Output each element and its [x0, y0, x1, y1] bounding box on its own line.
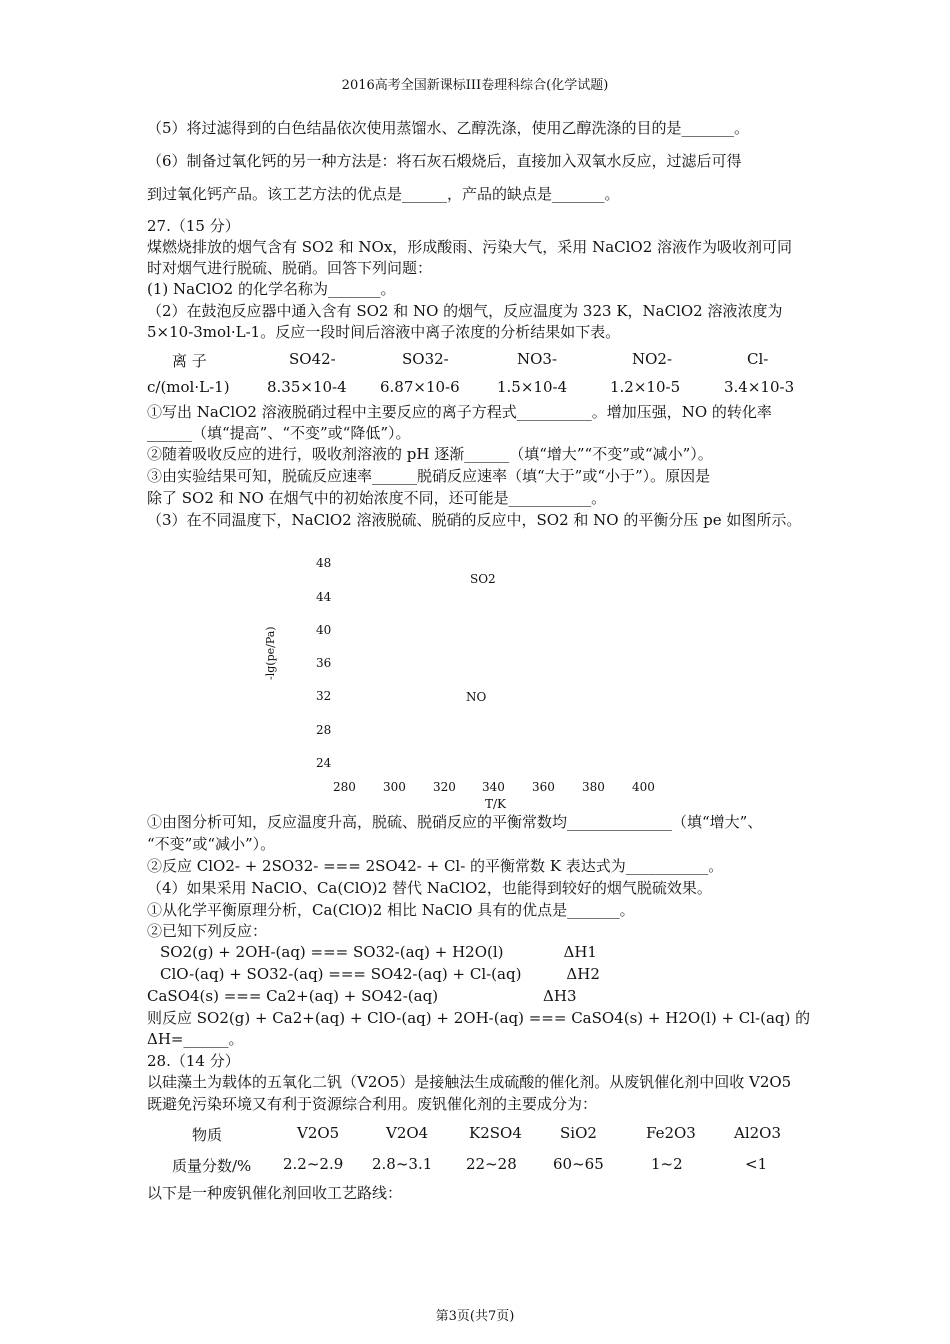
ion-table-value: 3.4×10-3	[724, 378, 795, 396]
ion-table-header: Cl-	[747, 350, 769, 368]
y-tick-label: 28	[316, 723, 332, 737]
ion-table-header: NO3-	[517, 350, 558, 368]
q27-sub1-line1: ①写出 NaClO2 溶液脱硝过程中主要反应的离子方程式__________。增加压强，NO 的转化率	[147, 403, 772, 421]
comp-table-row-label: 质量分数/%	[172, 1157, 252, 1175]
comp-table-substance: SiO2	[560, 1124, 597, 1142]
ion-table-header: NO2-	[632, 350, 673, 368]
q27-4-sub2: ②已知下列反应：	[147, 922, 268, 940]
comp-table-substance: Al2O3	[734, 1124, 782, 1142]
comp-table-value: 2.8~3.1	[372, 1155, 433, 1173]
series-label-so2: SO2	[470, 572, 496, 586]
q26-part5: （5）将过滤得到的白色结晶依次使用蒸馏水、乙醇洗涤，使用乙醇洗涤的目的是_______。	[147, 119, 750, 137]
y-tick-label: 44	[316, 590, 332, 604]
ion-table-header: SO42-	[289, 350, 336, 368]
x-tick-label: 280	[333, 780, 356, 794]
y-tick-label: 24	[316, 756, 332, 770]
y-axis-label: -lg(pe/Pa)	[264, 626, 277, 680]
q27-intro-line1: 煤燃烧排放的烟气含有 SO2 和 NOx，形成酸雨、污染大气，采用 NaClO2 溶液作为吸收剂可同	[147, 238, 793, 256]
q27-sub3-line1: ③由实验结果可知，脱硫反应速率______脱硝反应速率（填“大于”或“小于”）。原因是	[147, 467, 711, 485]
x-tick-label: 340	[482, 780, 505, 794]
ion-table-header: SO32-	[402, 350, 449, 368]
q27-intro-line2: 时对烟气进行脱硫、脱硝。回答下列问题：	[147, 259, 433, 277]
ion-table-value: 1.5×10-4	[497, 378, 568, 396]
reaction-1: SO2(g) + 2OH-(aq) === SO32-(aq) + H2O(l) ΔH1	[160, 943, 597, 961]
q28-heading: 28.（14 分）	[147, 1052, 240, 1070]
x-tick-label: 400	[632, 780, 655, 794]
q27-part2-line1: （2）在鼓泡反应器中通入含有 SO2 和 NO 的烟气，反应温度为 323 K，NaClO2 溶液浓度为	[147, 302, 783, 320]
comp-table-substance: K2SO4	[469, 1124, 522, 1142]
delta-h-blank: ΔH=______。	[147, 1030, 244, 1048]
reaction-3: CaSO4(s) === Ca2+(aq) + SO42-(aq) ΔH3	[147, 987, 577, 1005]
q28-intro-line2: 既避免污染环境又有利于资源综合利用。废钒催化剂的主要成分为：	[147, 1095, 598, 1113]
x-tick-label: 300	[383, 780, 406, 794]
x-axis-label: T/K	[485, 797, 507, 811]
q27-3-sub2: ②反应 ClO2- + 2SO32- === 2SO42- + Cl- 的平衡常数 K 表达式为___________。	[147, 857, 724, 875]
comp-table-header-label: 物质	[192, 1126, 223, 1144]
y-tick-label: 32	[316, 689, 332, 703]
ion-table-value: 8.35×10-4	[267, 378, 347, 396]
page-footer: 第3页(共7页)	[435, 1309, 515, 1324]
comp-table-value: 2.2~2.9	[283, 1155, 344, 1173]
ion-table-row-label: 离 子	[172, 352, 207, 370]
comp-table-value: 22~28	[466, 1155, 517, 1173]
y-tick-label: 40	[316, 623, 332, 637]
page-header: 2016高考全国新课标III卷理科综合(化学试题)	[341, 78, 609, 93]
comp-table-value: 60~65	[553, 1155, 604, 1173]
q27-part2-line2: 5×10-3mol·L-1。反应一段时间后溶液中离子浓度的分析结果如下表。	[147, 323, 621, 341]
y-tick-label: 36	[316, 656, 332, 670]
q27-sub3-line2: 除了 SO2 和 NO 在烟气中的初始浓度不同，还可能是___________。	[147, 489, 607, 507]
reaction-2: ClO-(aq) + SO32-(aq) === SO42-(aq) + Cl-(aq) ΔH2	[160, 965, 600, 983]
q28-intro-line1: 以硅藻土为载体的五氧化二钒（V2O5）是接触法生成硫酸的催化剂。从废钒催化剂中回收 V2O5	[147, 1073, 792, 1091]
ion-table-value: 1.2×10-5	[610, 378, 681, 396]
q27-part4: （4）如果采用 NaClO、Ca(ClO)2 替代 NaClO2，也能得到较好的烟气脱硫效果。	[147, 879, 712, 897]
q27-3-sub1-line1: ①由图分析可知，反应温度升高，脱硫、脱硝反应的平衡常数均______________（填“增大”、	[147, 813, 763, 831]
x-tick-label: 380	[582, 780, 605, 794]
comp-table-value: <1	[745, 1155, 768, 1173]
q27-part1: (1) NaClO2 的化学名称为_______。	[147, 280, 396, 298]
q27-3-sub1-line2: “不变”或“减小”）。	[147, 835, 276, 853]
q26-part6-line1: （6）制备过氧化钙的另一种方法是：将石灰石煅烧后，直接加入双氧水反应，过滤后可得	[147, 152, 742, 170]
q27-part3: （3）在不同温度下，NaClO2 溶液脱硫、脱硝的反应中，SO2 和 NO 的平衡分压 pe 如图所示。	[147, 511, 802, 529]
q27-sub2: ②随着吸收反应的进行，吸收剂溶液的 pH 逐渐______（填“增大”“不变”或“减小”）。	[147, 445, 713, 463]
target-reaction: 则反应 SO2(g) + Ca2+(aq) + ClO-(aq) + 2OH-(aq) === CaSO4(s) + H2O(l) + Cl-(aq) 的	[147, 1009, 811, 1027]
comp-table-value: 1~2	[651, 1155, 683, 1173]
comp-table-substance: Fe2O3	[646, 1124, 696, 1142]
x-tick-label: 360	[532, 780, 555, 794]
comp-table-substance: V2O5	[297, 1124, 340, 1142]
q26-part6-line2: 到过氧化钙产品。该工艺方法的优点是______，产品的缺点是_______。	[147, 185, 620, 203]
ion-table-value-label: c/(mol·L-1)	[147, 378, 230, 396]
q27-sub1-line2: ______（填“提高”、“不变”或“降低”）。	[147, 424, 411, 442]
comp-table-substance: V2O4	[386, 1124, 429, 1142]
x-tick-label: 320	[433, 780, 456, 794]
q28-process-intro: 以下是一种废钒催化剂回收工艺路线：	[147, 1184, 403, 1202]
q27-4-sub1: ①从化学平衡原理分析，Ca(ClO)2 相比 NaClO 具有的优点是_______。	[147, 901, 635, 919]
q27-heading: 27.（15 分）	[147, 217, 240, 235]
y-tick-label: 48	[316, 556, 332, 570]
ion-table-value: 6.87×10-6	[380, 378, 460, 396]
series-label-no: NO	[466, 690, 487, 704]
